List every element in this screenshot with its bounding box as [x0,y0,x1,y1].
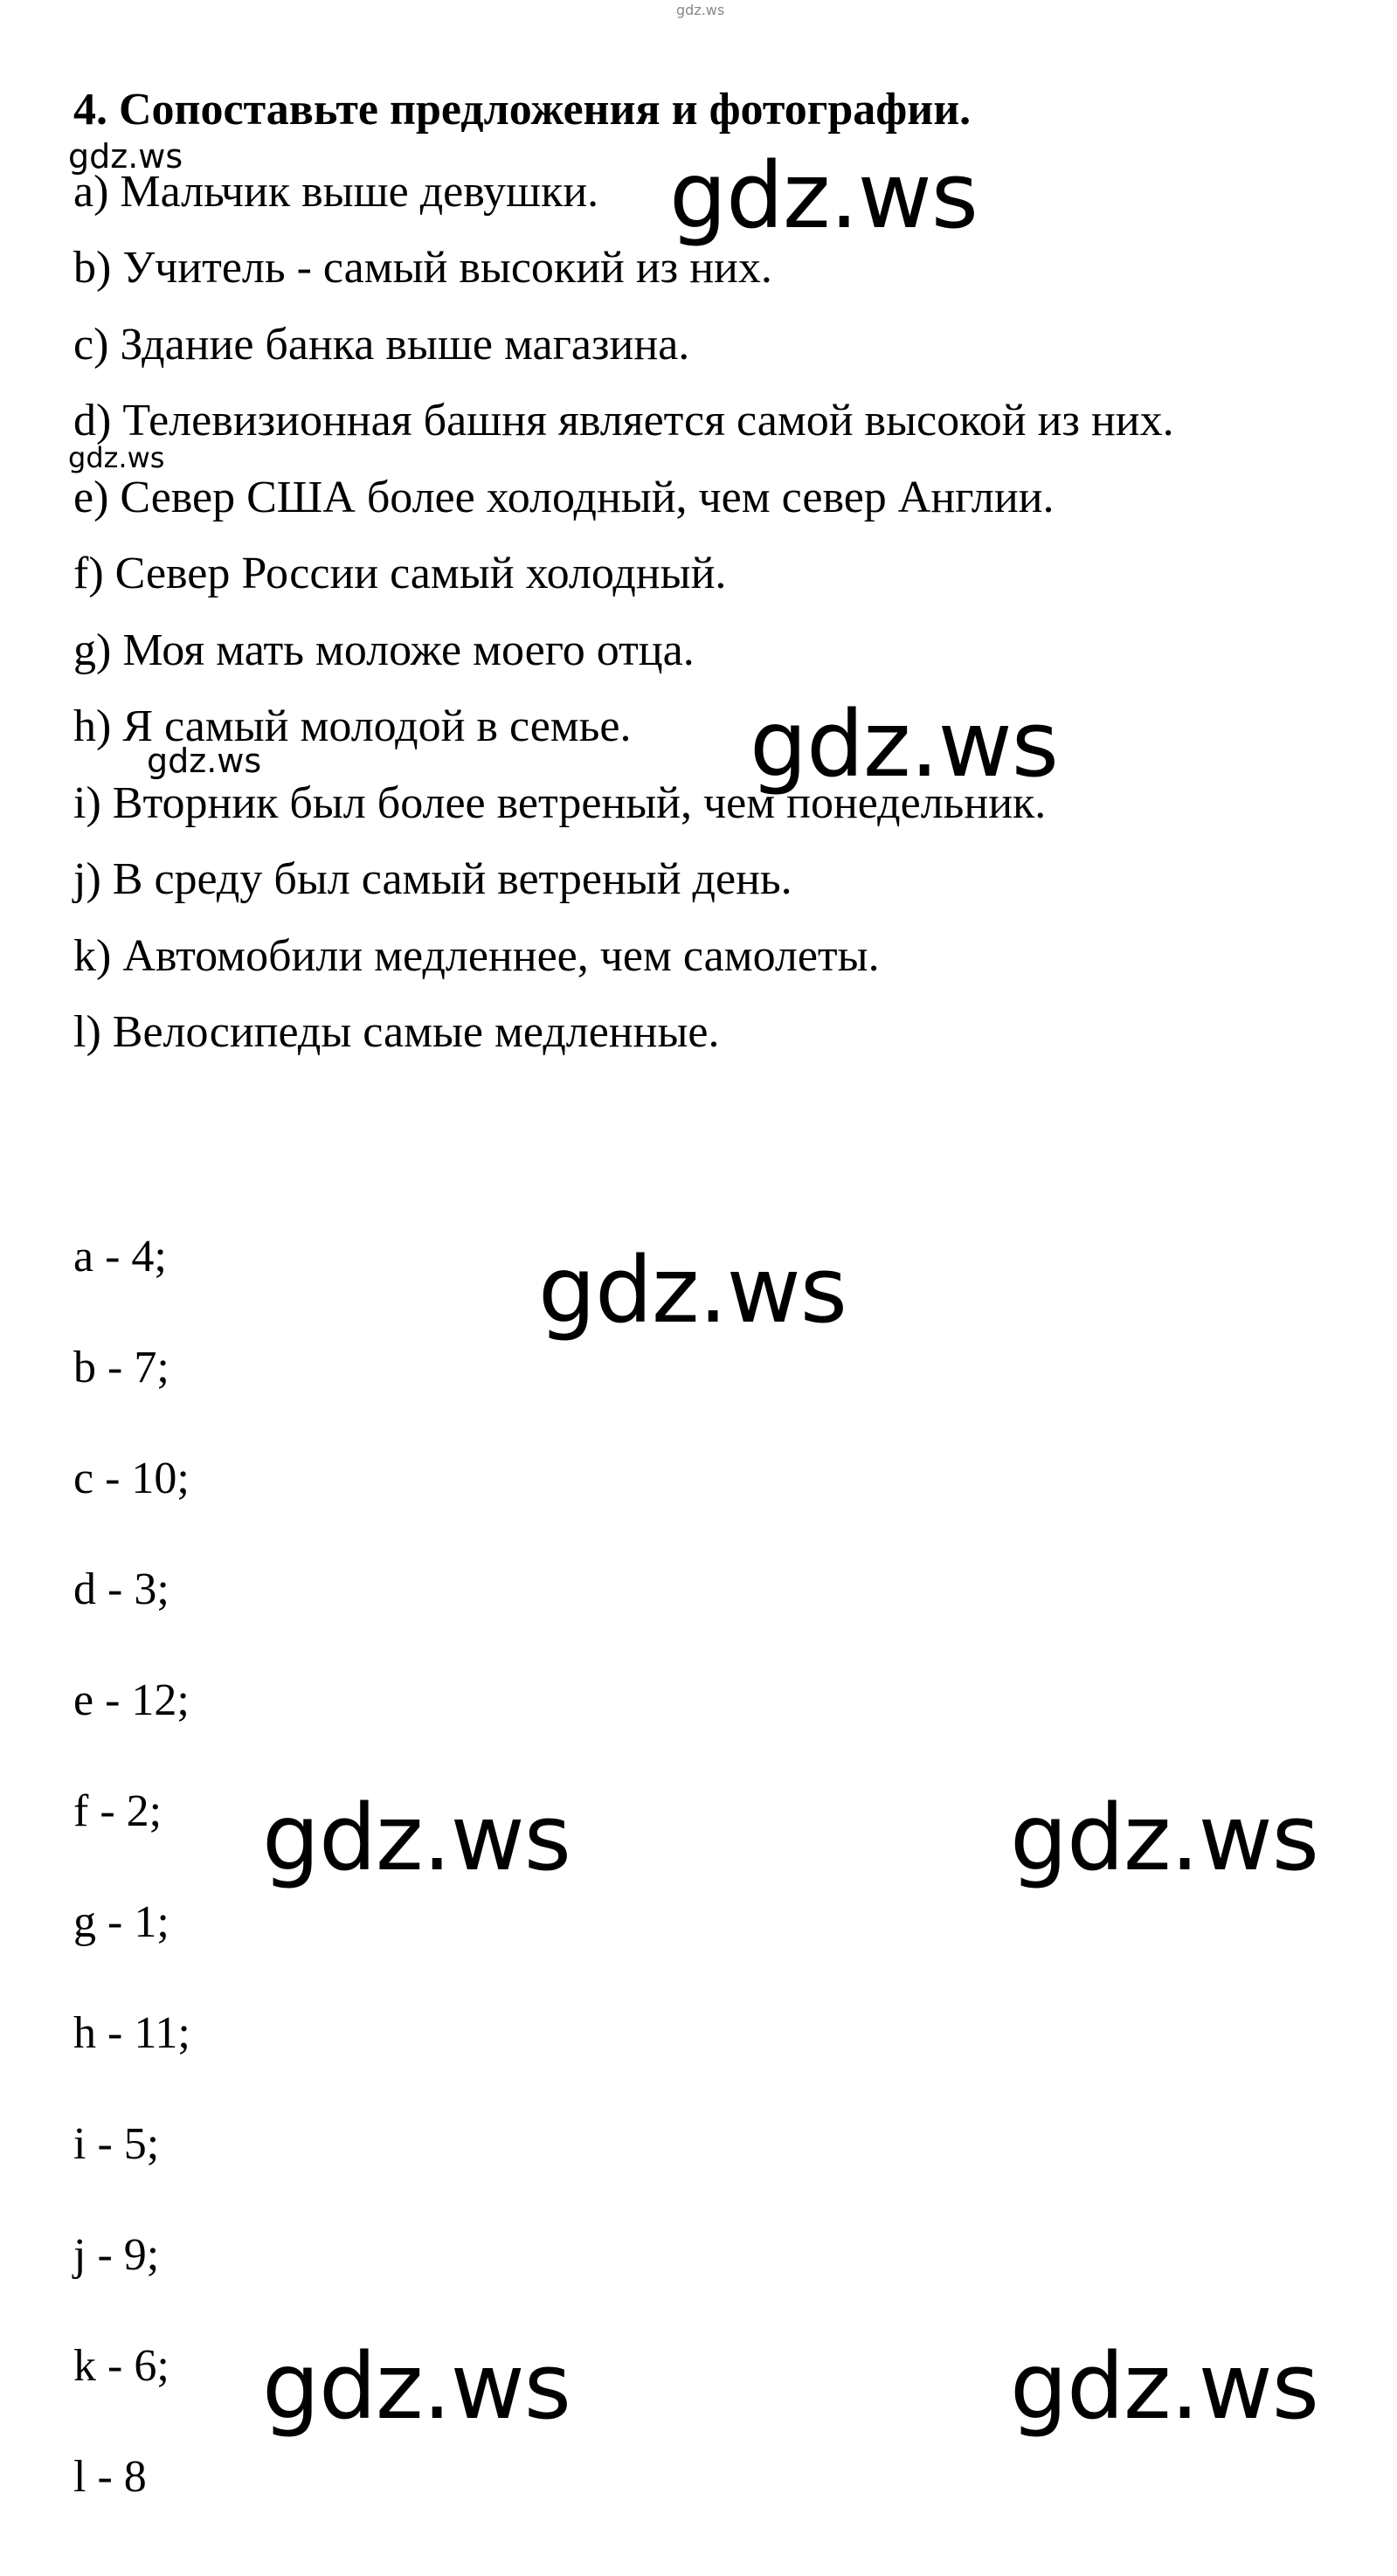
sentence-e: e) Север США более холодный, чем север Англии. [73,473,1055,522]
answer-g: g - 1; [73,1897,169,1947]
sentence-l: l) Велосипеды самые медленные. [73,1007,720,1057]
exercise-heading: 4. Сопоставьте предложения и фотографии. [73,85,972,135]
sentence-h: h) Я самый молодой в семье. [73,701,632,751]
watermark-tiny: gdz.ws [676,2,725,18]
watermark-large: gdz.ws [1010,2333,1318,2440]
watermark-large: gdz.ws [262,1785,571,1891]
sentence-b: b) Учитель - самый высокий из них. [73,243,772,293]
answer-c: c - 10; [73,1454,190,1503]
answer-k: k - 6; [73,2341,169,2391]
answer-e: e - 12; [73,1675,190,1725]
answer-h: h - 11; [73,2008,190,2058]
sentence-a: a) Мальчик выше девушки. [73,167,599,217]
answer-l: l - 8 [73,2452,147,2502]
answer-d: d - 3; [73,1564,169,1614]
watermark-small: gdz.ws [68,441,165,474]
watermark-large: gdz.ws [669,142,978,249]
watermark-large: gdz.ws [538,1237,847,1343]
answer-f: f - 2; [73,1786,163,1836]
sentence-f: f) Север России самый холодный. [73,549,727,598]
sentence-g: g) Моя мать моложе моего отца. [73,625,695,675]
sentence-d: d) Телевизионная башня является самой высокой из них. [73,396,1174,445]
watermark-large: gdz.ws [750,691,1058,798]
sentence-i: i) Вторник был более ветреный, чем понедельник. [73,778,1047,828]
answer-a: a - 4; [73,1232,167,1281]
watermark-large: gdz.ws [262,2333,571,2440]
watermark-small: gdz.ws [68,137,183,176]
sentence-c: c) Здание банка выше магазина. [73,320,690,369]
answer-i: i - 5; [73,2119,160,2169]
watermark-large: gdz.ws [1010,1785,1318,1891]
watermark-small: gdz.ws [147,742,262,780]
sentence-j: j) В среду был самый ветреный день. [73,854,792,904]
answer-b: b - 7; [73,1343,169,1392]
sentence-k: k) Автомобили медленнее, чем самолеты. [73,931,880,981]
answer-j: j - 9; [73,2230,160,2280]
